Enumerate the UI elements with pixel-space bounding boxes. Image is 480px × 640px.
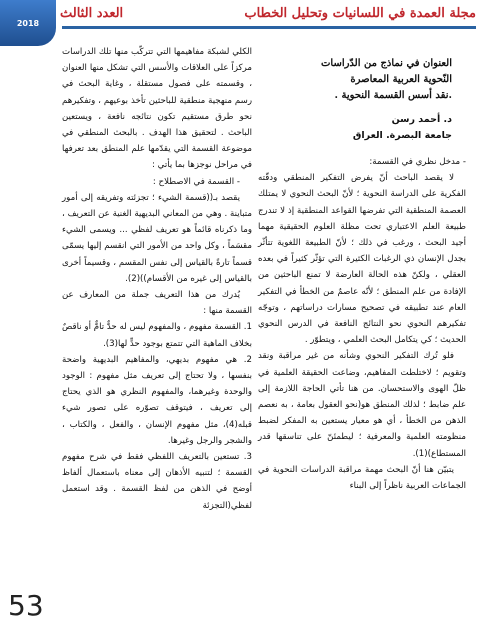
- page-number: 53: [8, 589, 44, 622]
- right-column: [258, 44, 466, 494]
- year-badge: [0, 0, 56, 48]
- list-item: 3. تستعين بالتعريف اللفظي فقط في شرح مفهوم القسمة ؛ لتنبيه الأذهان إلى معناه باستعمال ألفاظ أوضح في الذهن من لفظ القسمة . وقد استعمل لفظي(التجزئة: [62, 452, 252, 511]
- list-item: 2. هي مفهوم بديهي، والمفاهيم البديهية واضحة بنفسها ، ولا تحتاج إلى تعريف مثل مفهوم : الوجود والوحدة وغيرهما، والمفهوم النظري هو الذي يحتاج إلى تعريف ، فيتوقف تصوّره على تصور شيء قبله(4)، مثل مفهوم الإنسان ، والفعل ، والكتاب ، والشجر والرجل وغيرها.: [62, 354, 252, 446]
- article-title-line-3: .نقد أسس القسمة النحوية .: [334, 90, 452, 101]
- article-title-line-1: العنوان في نماذج من الدّراسات: [320, 58, 452, 69]
- issue-label: العدد الثالث: [60, 6, 124, 21]
- body-paragraph: يتبيّن هنا أنّ البحث مهمة مراقبة الدراسات النحوية في الجماعات العربية ناظراً إلى البناء: [258, 464, 466, 492]
- journal-title: مجلة العمدة في اللسانيات وتحليل الخطاب: [244, 6, 476, 21]
- page-header: [0, 0, 480, 42]
- body-paragraph: يقصد بـ((قسمة الشيء ؛ تجزئته وتفريقه إلى أمور متباينة . وهي من المعاني البديهية الغنية عن التعريف ، وما ذكرناه قائماً هو تعريف لفظي ... ويسمى الشيء مقسَماً ، وكل واحد من الأمور التي انقسم إليها يسمّى قسماً تارةً بالقياس إلى نفس المقسم ، وقسيماً أخرى بالقياس إلى غيره من الأقسام))(2).: [62, 192, 252, 284]
- section-heading: - مدخل نظري في القسمة:: [369, 157, 466, 167]
- year-label: 2018: [16, 19, 40, 28]
- article-title-line-2: النّحوية العربية المعاصرة: [350, 74, 452, 85]
- list-item: 1. القسمة مفهوم ، والمفهوم ليس له حدٌّ تامٌّ أو ناقصٌ بخلاف الماهية التي تتمتع بوجود حدٍّ لها(3).: [62, 322, 252, 349]
- subsection-heading: - القسمة في الاصطلاح :: [152, 176, 240, 187]
- author-affiliation: جامعة البصرة. العراق: [352, 130, 452, 141]
- body-paragraph: يُدرك من هذا التعريف جملة من المعارف عن القسمة منها :: [62, 290, 252, 317]
- left-column: [62, 44, 252, 514]
- author-name: د. أحمد رسن: [391, 114, 452, 125]
- body-paragraph: لا يقصد الباحث أنّ يفرض التفكير المنطقي ودقّته الفكرية على الدراسة النحوية ؛ لأنّ البحث النحوي لا يمتلك العصمة المنطقية التي تفرضها القواعد المنطقية إذ لا تندرج طبيعة العلم الاعتباري تحت مظلة العلوم الحقيقية مهما أجيد البحث ، ورغب في ذلك ؛ لأنّ الطبيعة اللغوية تتأثّر بجدل الإنسان ذي الرغبات الكثيرة التي تؤثّر كثيراً في بعده العقلي ، ولكنّ هذه الحالة العارضة لا تمنع الباحثين من الإفادة من علم المنطق ؛ لأنّه عاصمٌ من الخطأ في التفكير العام عند تطبيقه في تصحيح مسارات دراساتهم ، وتوجّه تفكيرهم النحوي نحو النتائج النافعة في الدرس النحوي الحديث ؛ كي يتكامل البحث العلمي ، ويتطوّر .: [258, 173, 466, 346]
- body-paragraph: الكلي لشبكة مفاهيمها التي تتركّب منها تلك الدراسات مركزاً على العلاقات والأسس التي تشكل منها العنوان ، وقسمته على فصول مستقلة ، وغاية البحث في رسم منهجية منطقية للباحثين تأخذ بوعيهم ، وتفكيرهم نحو طرق مستقيم تكون نتائجه نافعة ، ويستعين الباحث . لتحقيق هذا الهدف . بالبحث المنطقي في موضوعة القسمة التي يقدّمها علم المنطق بعد تعرفها في مراحل نوجزها بما يأتي :: [62, 47, 252, 171]
- header-rule: [62, 26, 476, 29]
- body-paragraph: فلو تُرك التفكير النحوي وشأنه من غير مراقبة ونقد وتقويم ؛ لاختلطت المفاهيم، وضاعت الحقيقة العلمية في ظلّ الهوى والاستحسان. من هنا تأتي الحاجة اللازمة إلى علم ضابط ؛ لذلك المنطق هو(نحو العقول بعامة ، به نعصم الذهن من الخطأ ، أي هو معيار يستعين به المفكر لضبط منظومته العلمية والمعرفية ؛ ليطمئنّ على تناسقها قدر المستطاع)(1).: [258, 351, 466, 459]
